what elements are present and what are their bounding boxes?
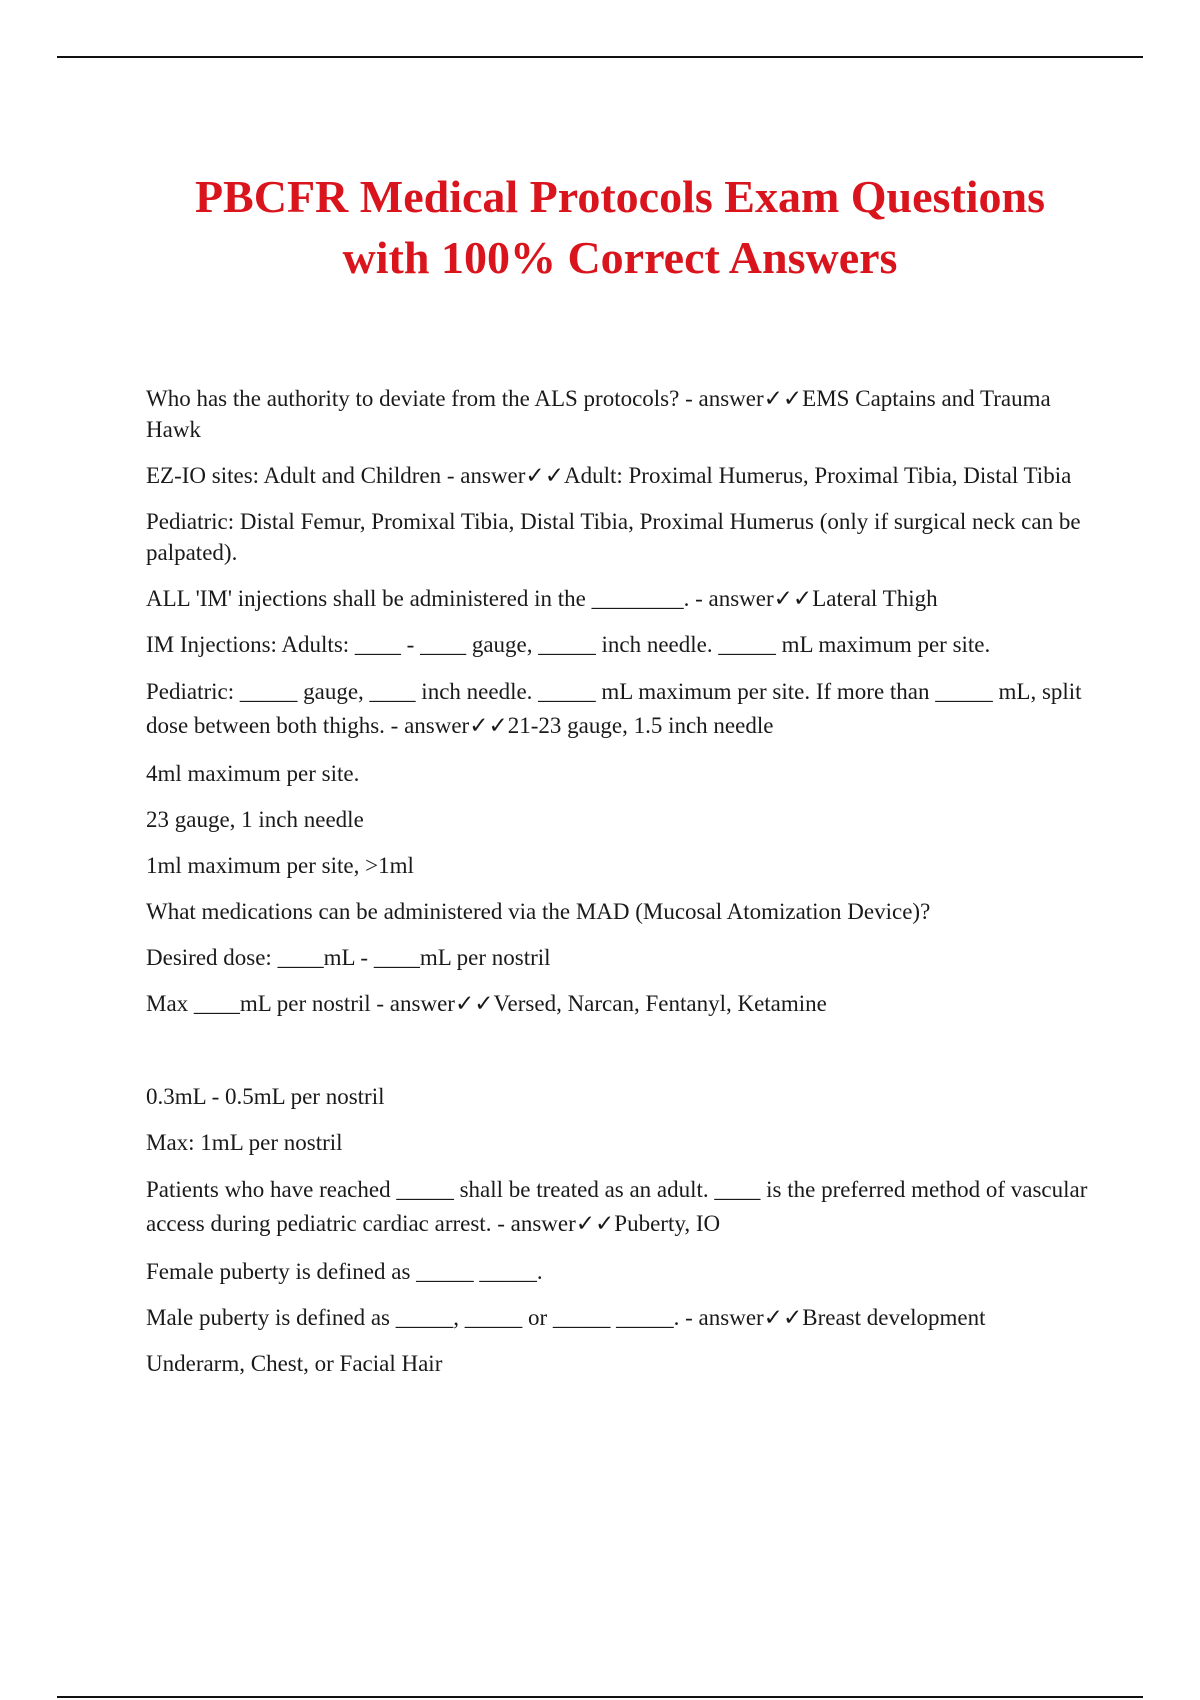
paragraph: 1ml maximum per site, >1ml: [146, 853, 414, 878]
bottom-rule: [57, 1696, 1143, 1698]
title-line-2: with 100% Correct Answers: [342, 232, 898, 283]
document-body: [146, 383, 1090, 1394]
paragraph: Desired dose: ____mL - ____mL per nostril: [146, 945, 551, 970]
paragraph: Who has the authority to deviate from the ALS protocols? - answer✓✓EMS Captains and Trauma Hawk: [146, 386, 1051, 442]
paragraph: Underarm, Chest, or Facial Hair: [146, 1351, 443, 1376]
paragraph: Patients who have reached _____ shall be treated as an adult. ____ is the preferred method of vascular access during pediatric cardiac arrest. - answer✓✓Puberty, IO: [146, 1177, 1088, 1236]
paragraph: 4ml maximum per site.: [146, 761, 360, 786]
paragraph: 23 gauge, 1 inch needle: [146, 807, 364, 832]
paragraph: Max ____mL per nostril - answer✓✓Versed, Narcan, Fentanyl, Ketamine: [146, 991, 827, 1016]
paragraph: ALL 'IM' injections shall be administered in the ________. - answer✓✓Lateral Thigh: [146, 586, 938, 611]
paragraph: Pediatric: Distal Femur, Promixal Tibia, Distal Tibia, Proximal Humerus (only if surgical neck can be palpated).: [146, 509, 1081, 565]
paragraph: Max: 1mL per nostril: [146, 1130, 343, 1155]
paragraph: Male puberty is defined as _____, _____ or _____ _____. - answer✓✓Breast development: [146, 1305, 986, 1330]
paragraph: IM Injections: Adults: ____ - ____ gauge, _____ inch needle. _____ mL maximum per site.: [146, 632, 991, 657]
top-rule: [57, 56, 1143, 58]
paragraph: What medications can be administered via the MAD (Mucosal Atomization Device)?: [146, 899, 931, 924]
paragraph: 0.3mL - 0.5mL per nostril: [146, 1084, 385, 1109]
paragraph: EZ-IO sites: Adult and Children - answer✓✓Adult: Proximal Humerus, Proximal Tibia, Distal Tibia: [146, 463, 1072, 488]
paragraph: Pediatric: _____ gauge, ____ inch needle. _____ mL maximum per site. If more than _____ mL, split dose between both thighs. - answer✓✓21-23 gauge, 1.5 inch needle: [146, 679, 1082, 738]
document-title: [100, 166, 1140, 288]
title-line-1: PBCFR Medical Protocols Exam Questions: [194, 171, 1046, 222]
paragraph: Female puberty is defined as _____ _____.: [146, 1259, 543, 1284]
